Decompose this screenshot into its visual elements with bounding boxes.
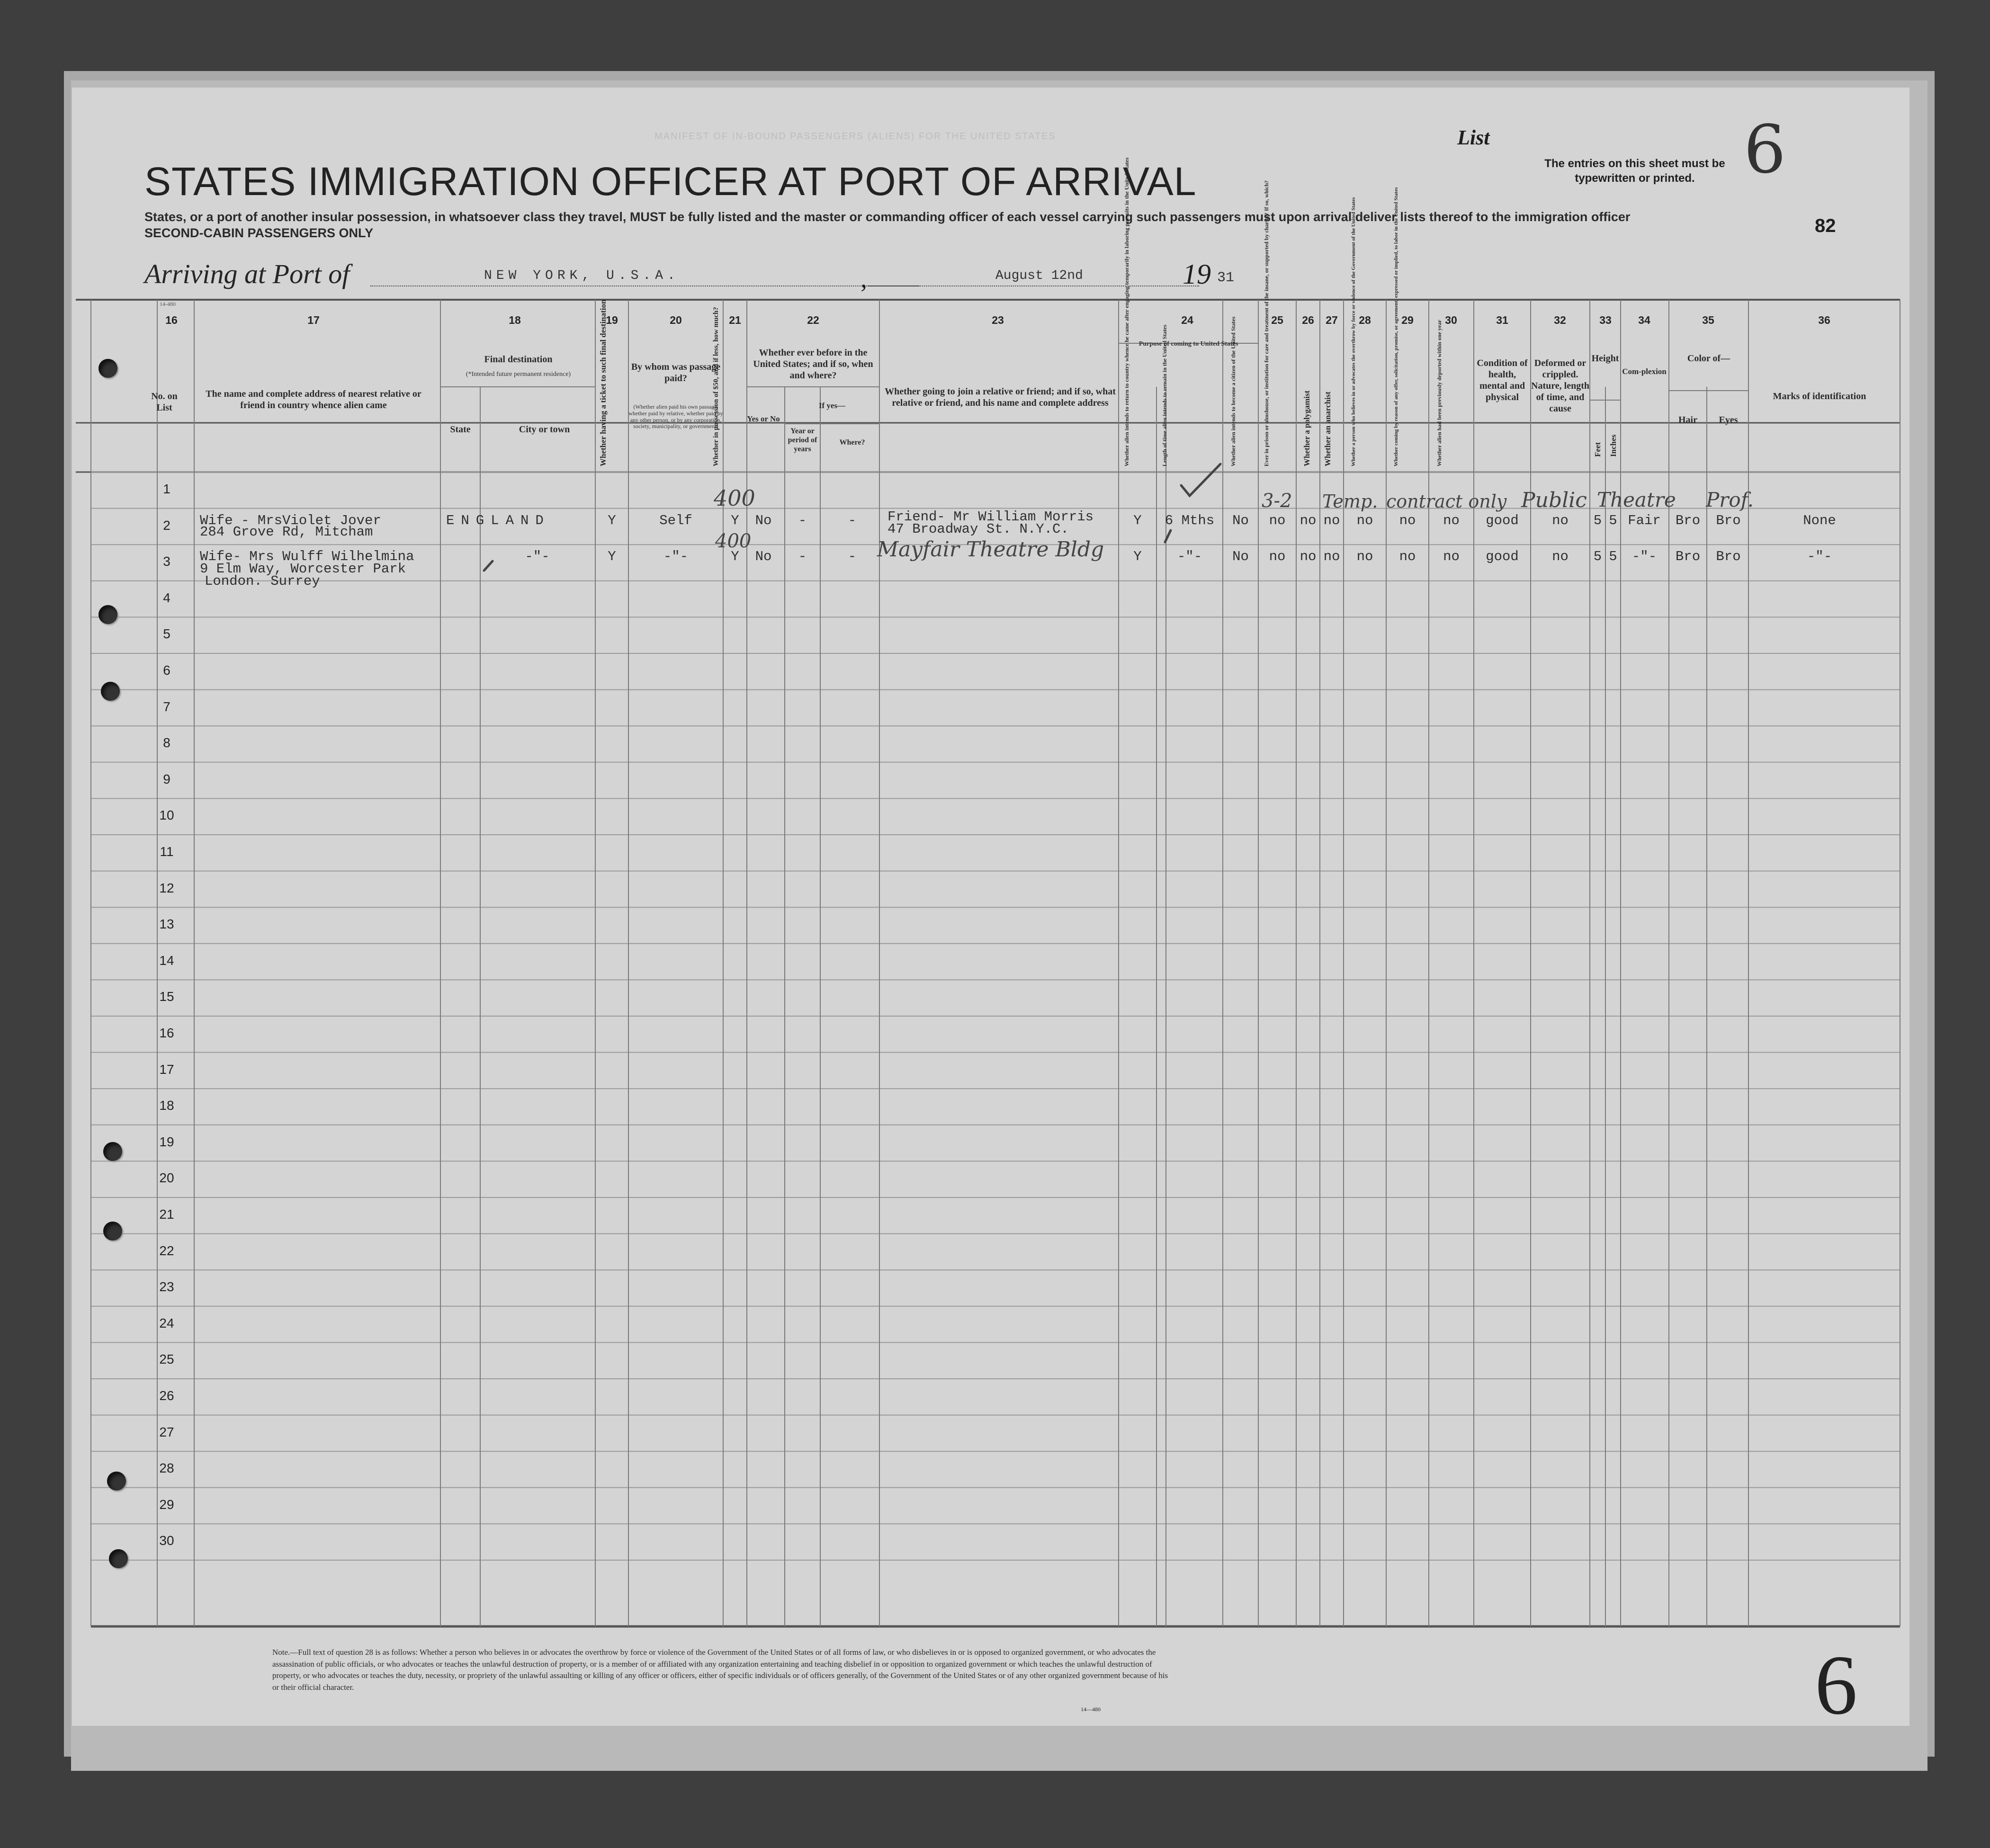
row1-health: good [1486, 513, 1519, 528]
faint-heading: MANIFEST OF IN-BOUND PASSENGERS (ALIENS) FOR THE UNITED STATES [654, 131, 1056, 142]
annotation-27: Temp. [1322, 491, 1378, 512]
row-number: 7 [163, 699, 170, 714]
punch-hole [103, 1142, 122, 1161]
row1-q29: no [1399, 513, 1416, 528]
column-number: 32 [1554, 314, 1566, 326]
row2-relative-line1: Wife- Mrs Wulff Wilhelmina [200, 549, 414, 564]
row-number: 1 [163, 482, 170, 496]
column-number: 28 [1359, 314, 1371, 326]
row2-paid-by: -"- [663, 549, 689, 564]
row-number: 9 [163, 771, 170, 786]
comma: , [861, 264, 867, 294]
typewritten-note: The entries on this sheet must be typewritten or printed. [1544, 157, 1725, 185]
hdr-before-in-us: Whether ever before in the United States; and if so, when and where? [753, 348, 873, 381]
row2-state: -"- [525, 549, 550, 564]
column-number: 29 [1401, 314, 1414, 326]
row1-join-line2: 47 Broadway St. N.Y.C. [887, 521, 1069, 537]
row2-q29: no [1399, 549, 1416, 564]
row2-eyes: Bro [1716, 549, 1741, 564]
row2-citizen: No [1232, 549, 1249, 564]
port-value: NEW YORK, U.S.A. [484, 268, 680, 283]
form-code: 14-480 [160, 301, 176, 307]
hdr-q28: Whether a person who believes in or advocates the overthrow by force or violence of the Government of the United States [1351, 197, 1356, 466]
hdr-q29: Whether coming by reason of any offer, solicitation, promise, or agreement, expressed or implied, to labor in the United States [1393, 187, 1399, 466]
row-number: 25 [159, 1352, 174, 1367]
row2-before: No [755, 549, 772, 564]
column-number: 19 [606, 314, 618, 326]
row1-purpose: Y [1133, 513, 1142, 528]
page-title: STATES IMMIGRATION OFFICER AT PORT OF ARRIVAL [144, 159, 1197, 204]
row2-anarchist: no [1323, 549, 1340, 564]
hdr-complexion: Com-plexion [1622, 367, 1667, 376]
hdr-color-of: Color of— [1687, 353, 1730, 364]
hdr-deformed: Deformed or crippled. Nature, length of time, and cause [1531, 358, 1589, 414]
column-number: 36 [1818, 314, 1830, 326]
column-number: 18 [509, 314, 521, 326]
row1-money: Y [731, 513, 739, 528]
hdr-citizen: Whether alien intends to become a citizen of the United States [1230, 316, 1237, 466]
row2-marks: -"- [1807, 549, 1832, 564]
hdr-inches: Inches [1609, 434, 1618, 457]
row2-prison: no [1269, 549, 1286, 564]
grid-lines [72, 88, 1909, 1726]
column-number: 27 [1326, 314, 1338, 326]
hdr-length-of-time: Length of time alien intends to remain in the United States [1161, 324, 1168, 466]
column-number: 30 [1445, 314, 1457, 326]
column-number: 35 [1702, 314, 1714, 326]
row-number: 20 [159, 1170, 174, 1186]
row1-polygamist: no [1300, 513, 1317, 528]
row-number: 26 [159, 1388, 174, 1403]
hdr-final-destination: Final destination [484, 354, 553, 365]
row-number: 23 [159, 1279, 174, 1294]
row1-inches: 5 [1609, 513, 1617, 528]
hdr-health: Condition of health, mental and physical [1477, 358, 1528, 402]
row1-prison: no [1269, 513, 1286, 528]
annotation-25: 3-2 [1262, 490, 1292, 512]
row2-feet: 5 [1593, 549, 1602, 564]
hdr-no-on-list: No. on List [151, 391, 178, 413]
list-label: List [1457, 126, 1490, 149]
row2-relative-line2: 9 Elm Way, Worcester Park [200, 561, 406, 577]
row2-deformed: no [1552, 549, 1569, 564]
hdr-final-destination-note: (*Intended future permanent residence) [466, 371, 571, 378]
row-number: 30 [159, 1533, 174, 1548]
row-number: 10 [159, 808, 174, 823]
hdr-anarchist: Whether an anarchist [1323, 391, 1332, 466]
hdr-passage-paid-note: (Whether alien paid his own passage, whether paid by relative, whether paid by any other person, or by any corporation, society, municipality, or government) [628, 403, 723, 430]
row1-state: ENGLAND [446, 513, 550, 528]
column-number: 34 [1638, 314, 1650, 326]
subtitle-line: States, or a port of another insular possession, in whatsoever class they travel, MUST be fully listed and the master or commanding officer of each vessel carrying such passengers must upon arrival deliver lists thereof to the immigration officer [144, 210, 1631, 224]
row1-relative-line1: Wife - MrsViolet Jover [200, 513, 381, 528]
hdr-purpose: Purpose of coming to United States [1138, 340, 1238, 348]
row1-where: - [848, 513, 857, 528]
list-number: 6 [1744, 111, 1786, 188]
check-mark [1181, 464, 1220, 496]
row1-join-line1: Friend- Mr William Morris [887, 509, 1094, 525]
row2-where: - [848, 549, 857, 564]
annotation-35: Prof. [1706, 488, 1754, 511]
hdr-marks: Marks of identification [1773, 391, 1866, 402]
hdr-city-or-town: City or town [519, 424, 570, 435]
row1-paid-by: Self [659, 513, 692, 528]
hdr-polygamist: Whether a polygamist [1302, 390, 1311, 466]
row1-ticket: Y [608, 513, 616, 528]
hdr-where: Where? [839, 438, 865, 446]
row-number: 12 [159, 880, 174, 895]
row-number: 5 [163, 626, 170, 642]
sheet-number: 82 [1815, 215, 1836, 236]
row1-hair: Bro [1675, 513, 1701, 528]
arriving-label: Arriving at Port of [144, 259, 350, 289]
date-value: August 12nd [995, 268, 1083, 283]
manifest-sheet [72, 88, 1909, 1732]
footer-page-number: 6 [1815, 1638, 1857, 1732]
row2-ticket: Y [608, 549, 616, 564]
row1-year: - [798, 513, 807, 528]
row-number: 28 [159, 1461, 174, 1476]
row-number: 3 [163, 554, 170, 569]
hdr-year-period: Year or period of years [788, 427, 817, 454]
punch-hole [99, 359, 117, 378]
row2-money-handwritten: 400 [715, 530, 752, 552]
punch-hole [107, 1472, 126, 1491]
hdr-state: State [450, 424, 471, 435]
column-number: 31 [1496, 314, 1508, 326]
row1-marks: None [1803, 513, 1836, 528]
row2-length: -"- [1177, 549, 1202, 564]
hdr-possession: Whether in possession of $50, and if less, how much? [712, 307, 720, 466]
column-number: 26 [1302, 314, 1314, 326]
hdr-purpose-return: Whether alien intends to return to country whence he came after engaging temporarily in laboring pursuits in the United States [1123, 157, 1130, 466]
hdr-nearest-relative: The name and complete address of nearest relative or friend in country whence alien came [206, 389, 421, 411]
row2-polygamist: no [1300, 549, 1317, 564]
hdr-passage-paid: By whom was passage paid? [631, 362, 721, 384]
row-number: 4 [163, 590, 170, 605]
punch-hole [101, 682, 120, 701]
punch-hole [103, 1222, 122, 1241]
year-prefix: 19 [1183, 259, 1211, 290]
annotation-28-29: contract only [1386, 491, 1507, 512]
row2-inches: 5 [1609, 549, 1617, 564]
row1-q28: no [1356, 513, 1373, 528]
row2-year: - [798, 549, 807, 564]
column-number: 33 [1599, 314, 1612, 326]
row-number: 11 [160, 844, 174, 859]
hdr-hair: Hair [1678, 415, 1697, 425]
hdr-join-relative: Whether going to join a relative or friend; and if so, what relative or friend, and his name and complete address [885, 386, 1116, 408]
row2-q28: no [1356, 549, 1373, 564]
row-number: 13 [159, 917, 174, 932]
row1-money-handwritten: 400 [714, 485, 755, 511]
row-number: 6 [163, 663, 170, 678]
row1-complexion: Fair [1628, 513, 1661, 528]
footer-note: Note.—Full text of question 28 is as follows: Whether a person who believes in or advocates the overthrow by force or violence of the Government of the United States or of all forms of law, or who disbelieves in or is opposed to organized government, or who advocates the assassination of public officials, or who advocates or teaches the unlawful destruction of property, or is a member of or affiliated with any organization entertaining and teaching disbelief in or opposition to organized government or which teaches the unlawful destruction of property, or who advocates or teaches the duty, necessity, or propriety of the unlawful assaulting or killing of any officer or officers, either of specific individuals or of officers generally, of the Government of the United States or of any other organized government because of his or their official character. [272, 1648, 1168, 1692]
row2-purpose: Y [1133, 549, 1142, 564]
row-number: 8 [163, 735, 170, 750]
column-number: 20 [670, 314, 682, 326]
row-number: 2 [163, 518, 170, 533]
column-number: 21 [729, 314, 741, 326]
row-number: 14 [159, 953, 174, 968]
row-number: 16 [159, 1026, 174, 1040]
row2-join-handwritten: Mayfair Theatre Bldg [877, 537, 1104, 562]
year-suffix: 31 [1217, 270, 1235, 286]
row1-anarchist: no [1323, 513, 1340, 528]
punch-hole [109, 1549, 128, 1568]
row-number: 22 [159, 1243, 174, 1258]
annotation-33-34: Theatre [1597, 488, 1676, 511]
hdr-if-yes: If yes— [818, 401, 846, 410]
hdr-q30: Whether alien had been previously deported within one year [1436, 320, 1443, 466]
row2-money: Y [731, 549, 739, 564]
row-number: 24 [159, 1315, 174, 1330]
row2-hair: Bro [1675, 549, 1701, 564]
row-number: 27 [159, 1424, 174, 1439]
hdr-ticket: Whether having a ticket to such final destination [599, 299, 608, 466]
row2-relative-line3: London. Surrey [205, 573, 320, 589]
row-number: 15 [159, 989, 174, 1004]
row-number: 18 [159, 1098, 174, 1113]
column-number: 24 [1181, 314, 1193, 326]
row-number: 17 [159, 1062, 174, 1077]
row1-feet: 5 [1593, 513, 1602, 528]
column-number: 22 [807, 314, 819, 326]
hdr-height: Height [1591, 353, 1619, 364]
column-number: 25 [1271, 314, 1283, 326]
column-number: 23 [992, 314, 1004, 326]
hdr-eyes: Eyes [1719, 415, 1738, 425]
row1-citizen: No [1232, 513, 1249, 528]
footer-form-code: 14—480 [1081, 1706, 1101, 1713]
row1-before: No [755, 513, 772, 528]
row1-relative-line2: 284 Grove Rd, Mitcham [200, 524, 373, 540]
hdr-prison: Ever in prison or almshouse, or institution for care and treatment of the insane, or supported by charity? If so, which? [1263, 180, 1270, 466]
row-number: 29 [159, 1497, 174, 1512]
annotation-32: Public [1521, 488, 1587, 512]
row2-health: good [1486, 549, 1519, 564]
row1-q30: no [1443, 513, 1460, 528]
row-number: 19 [159, 1134, 174, 1149]
row2-q30: no [1443, 549, 1460, 564]
row1-eyes: Bro [1716, 513, 1741, 528]
hdr-feet: Feet [1593, 442, 1602, 457]
row2-complexion: -"- [1631, 549, 1657, 564]
punch-hole [99, 605, 117, 624]
row-number: 21 [159, 1207, 174, 1222]
column-number: 17 [307, 314, 320, 326]
column-number: 16 [165, 314, 178, 326]
row1-deformed: no [1552, 513, 1569, 528]
subtitle-cabin: SECOND-CABIN PASSENGERS ONLY [144, 226, 374, 240]
hdr-yes-no: Yes or No [747, 414, 780, 423]
row1-length: 6 Mths [1165, 513, 1215, 528]
